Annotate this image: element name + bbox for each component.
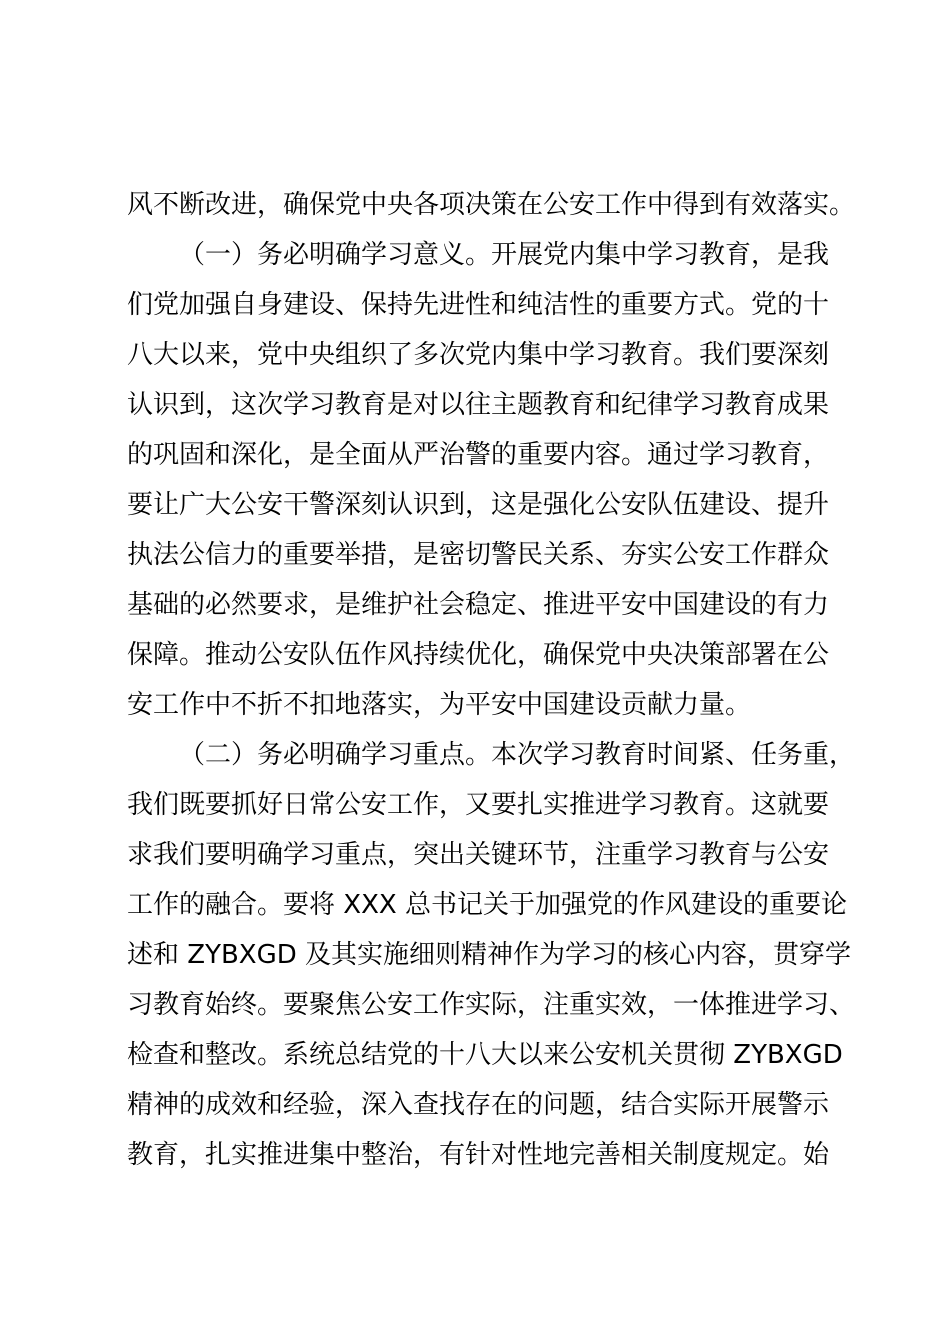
text-line: 要让广大公安干警深刻认识到，这是强化公安队伍建设、提升	[127, 490, 830, 520]
text-line: 习教育始终。要聚焦公安工作实际，注重实效，一体推进学习、	[127, 990, 856, 1020]
text-line: 精神的成效和经验，深入查找存在的问题，结合实际开展警示	[127, 1090, 830, 1120]
text-line: 安工作中不折不扣地落实，为平安中国建设贡献力量。	[127, 690, 752, 720]
text-line: （二）务必明确学习重点。本次学习教育时间紧、任务重，	[179, 740, 856, 770]
text-line: 求我们要明确学习重点，突出关键环节，注重学习教育与公安	[127, 840, 830, 870]
document-body	[127, 180, 856, 1180]
text-line: 的巩固和深化，是全面从严治警的重要内容。通过学习教育，	[127, 440, 830, 470]
text-line: 教育，扎实推进集中整治，有针对性地完善相关制度规定。始	[127, 1140, 830, 1170]
text-line: 保障。推动公安队伍作风持续优化，确保党中央决策部署在公	[127, 640, 830, 670]
text-line: （一）务必明确学习意义。开展党内集中学习教育，是我	[179, 240, 830, 270]
text-line: 述和 ZYBXGD 及其实施细则精神作为学习的核心内容，贯穿学	[127, 940, 852, 970]
text-line: 检查和整改。系统总结党的十八大以来公安机关贯彻 ZYBXGD	[127, 1040, 843, 1070]
text-line: 八大以来，党中央组织了多次党内集中学习教育。我们要深刻	[127, 340, 830, 370]
text-line: 我们既要抓好日常公安工作，又要扎实推进学习教育。这就要	[127, 790, 830, 820]
text-line: 执法公信力的重要举措，是密切警民关系、夯实公安工作群众	[127, 540, 830, 570]
text-line: 工作的融合。要将 XXX 总书记关于加强党的作风建设的重要论	[127, 890, 847, 920]
text-line: 们党加强自身建设、保持先进性和纯洁性的重要方式。党的十	[127, 290, 830, 320]
text-line: 基础的必然要求，是维护社会稳定、推进平安中国建设的有力	[127, 590, 830, 620]
text-line: 认识到，这次学习教育是对以往主题教育和纪律学习教育成果	[127, 390, 830, 420]
text-line: 风不断改进，确保党中央各项决策在公安工作中得到有效落实。	[127, 190, 856, 220]
